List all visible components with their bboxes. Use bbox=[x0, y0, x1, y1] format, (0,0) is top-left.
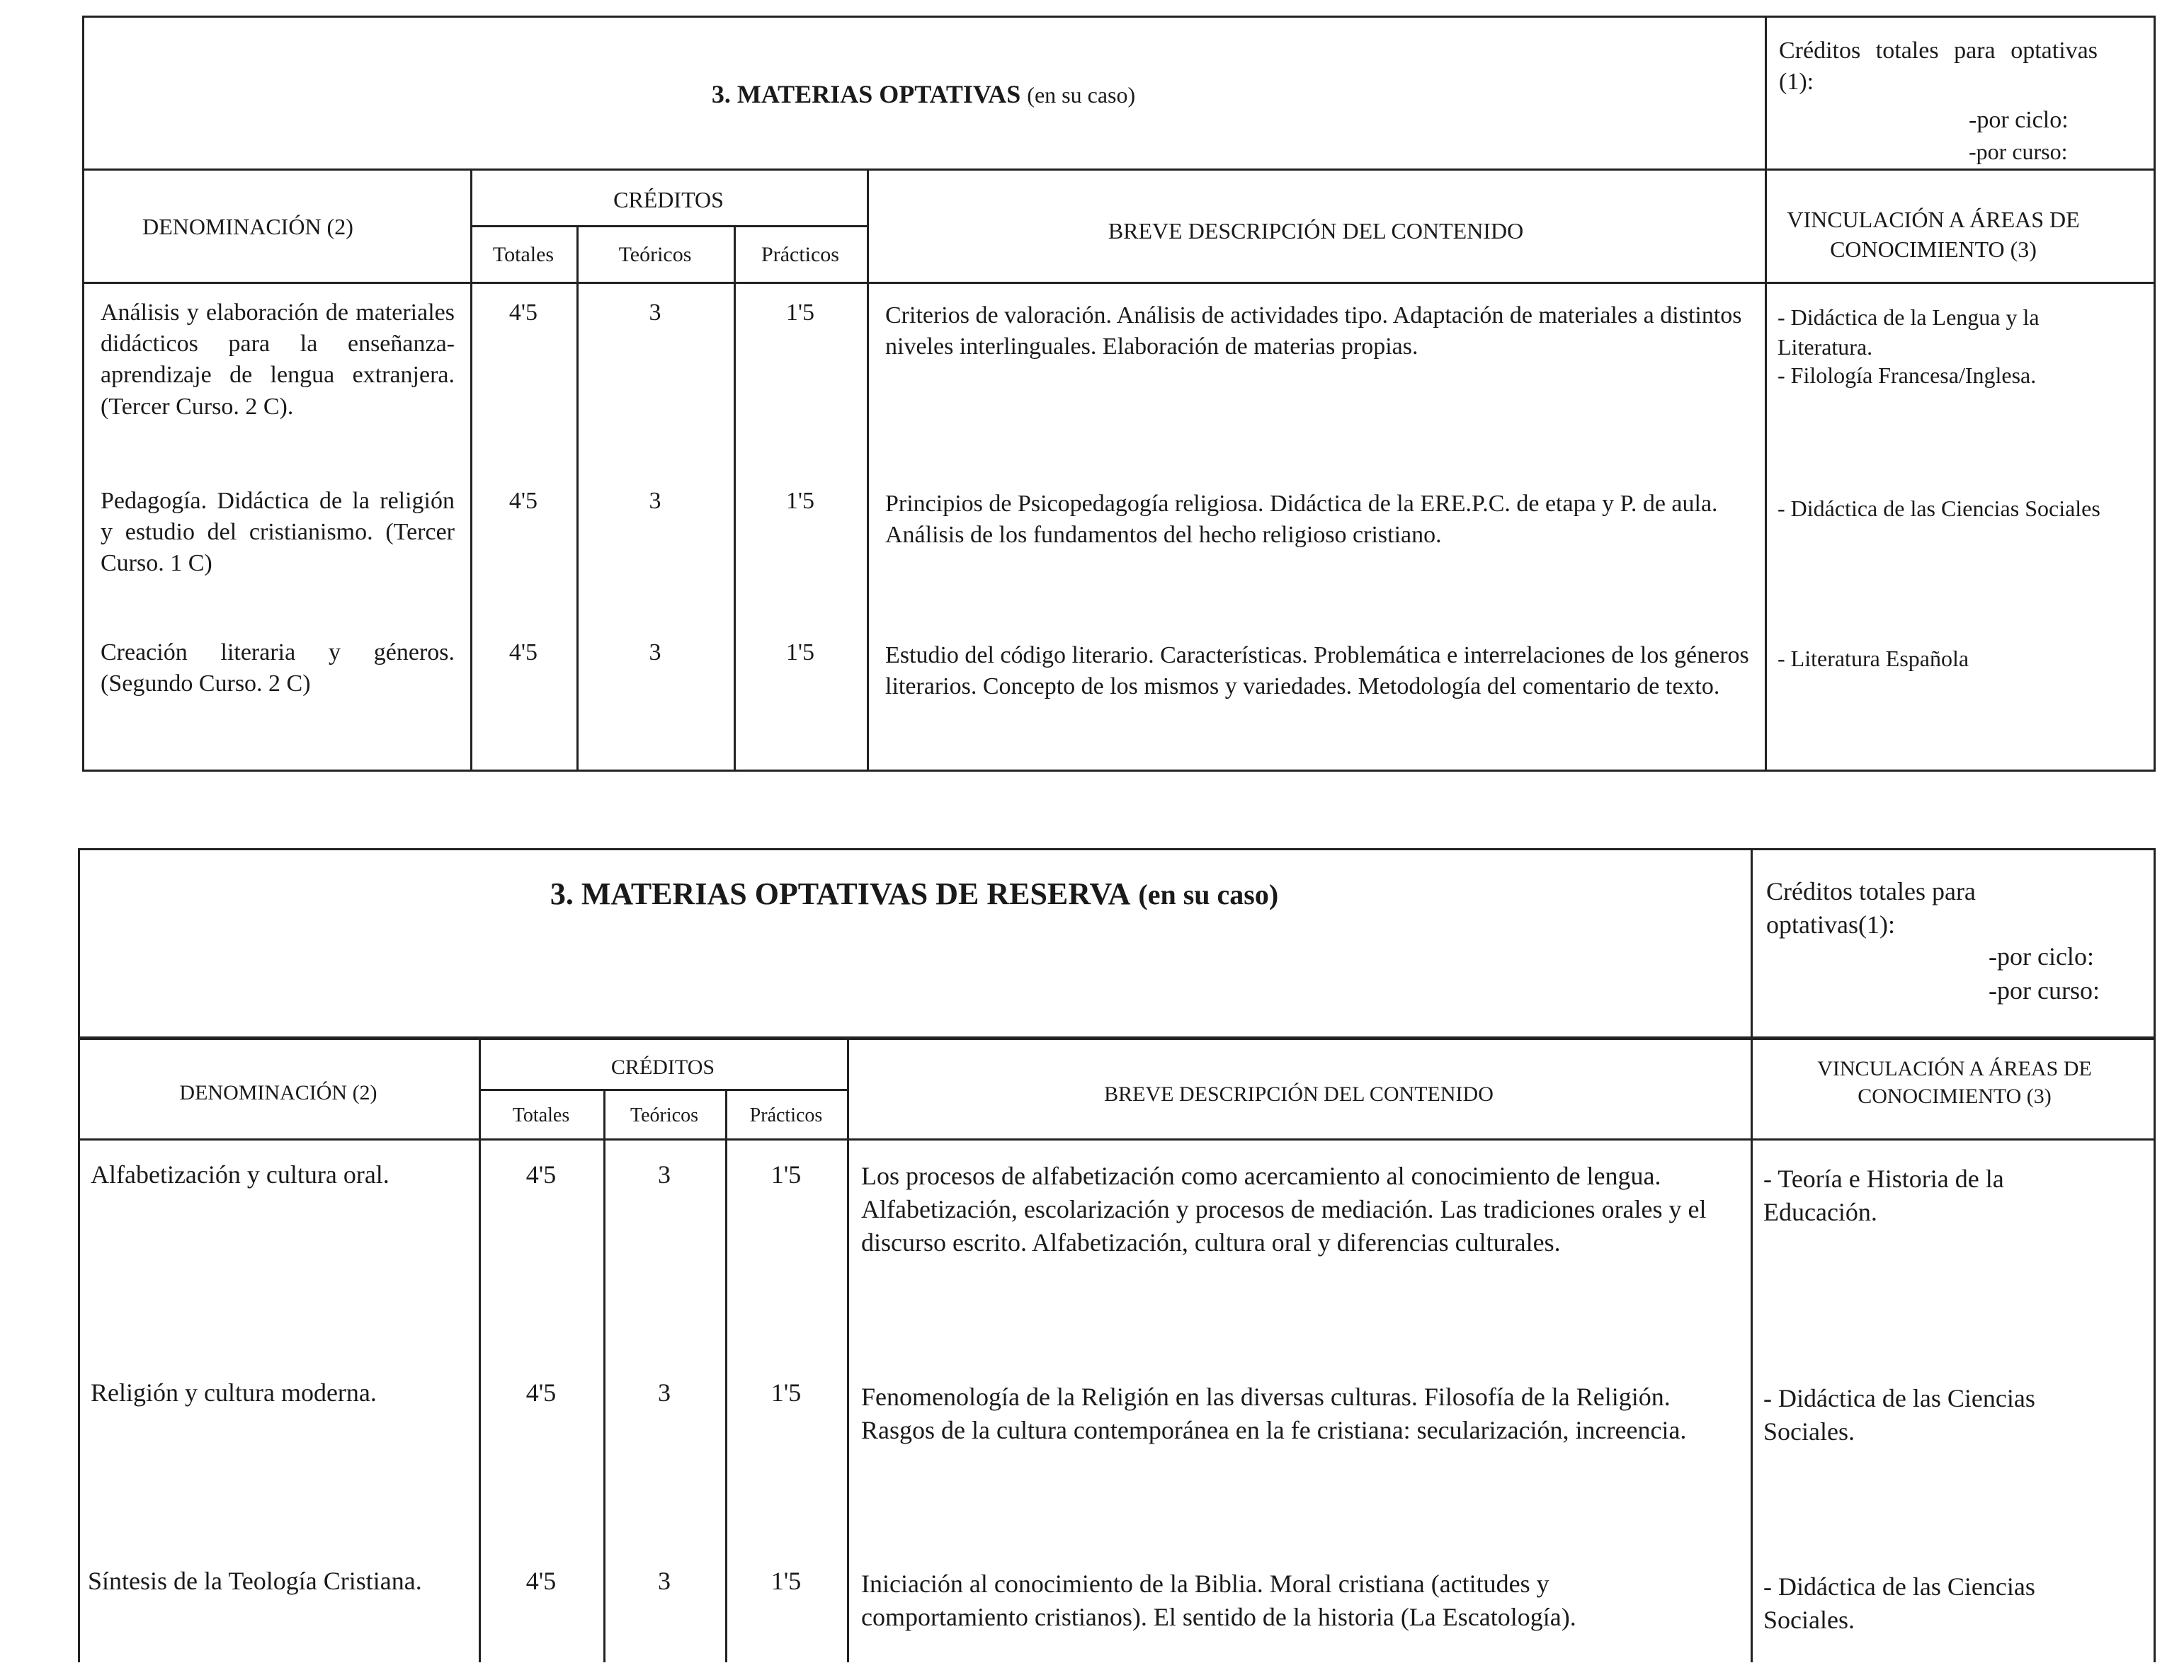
row-teoricos: 3 bbox=[658, 1567, 671, 1595]
row-totales: 4'5 bbox=[525, 1160, 557, 1189]
row-descripcion: Iniciación al conocimiento de la Biblia. Moral cristiana (actitudes y comportamiento cristianos). El sentido de la historia (La Escatología). bbox=[861, 1570, 1576, 1631]
header-vinculacion: VINCULACIÓN A ÁREAS DE CONOCIMIENTO (3) bbox=[1817, 1057, 2092, 1108]
divider bbox=[847, 1036, 849, 1662]
divider bbox=[1751, 848, 1753, 1662]
header-denominacion: DENOMINACIÓN (2) bbox=[179, 1081, 377, 1104]
header-vinculacion: VINCULACIÓN A ÁREAS DE CONOCIMIENTO (3) bbox=[1787, 207, 2080, 262]
row-totales: 4'5 bbox=[525, 1567, 557, 1595]
row-practicos: 1'5 bbox=[785, 488, 815, 514]
row-denominacion: Creación literaria y géneros. (Segundo Curso. 2 C) bbox=[101, 639, 455, 697]
divider bbox=[2154, 848, 2156, 1662]
row-area: - Didáctica de la Lengua y la Literatura. bbox=[1778, 304, 2040, 360]
row-area: - Teoría e Historia de la Educación. bbox=[1763, 1165, 2004, 1226]
divider bbox=[867, 168, 869, 772]
row-teoricos: 3 bbox=[658, 1378, 671, 1407]
row-denominacion: Religión y cultura moderna. bbox=[91, 1378, 377, 1407]
header-creditos: CRÉDITOS bbox=[610, 1056, 715, 1079]
divider bbox=[78, 848, 80, 1662]
credits-per-cycle: -por ciclo: bbox=[1989, 942, 2094, 971]
header-totales: Totales bbox=[512, 1104, 570, 1126]
credits-per-cycle: -por ciclo: bbox=[1969, 107, 2069, 133]
section-title bbox=[82, 78, 1765, 111]
row-practicos: 1'5 bbox=[785, 299, 815, 326]
divider bbox=[78, 1138, 2156, 1141]
section-title bbox=[78, 874, 1751, 914]
header-descripcion: BREVE DESCRIPCIÓN DEL CONTENIDO bbox=[1108, 218, 1524, 244]
divider bbox=[78, 1036, 2156, 1040]
divider bbox=[78, 848, 2156, 850]
row-denominacion: Pedagogía. Didáctica de la religión y estudio del cristianismo. (Tercer Curso. 1 C) bbox=[101, 488, 455, 577]
row-teoricos: 3 bbox=[649, 299, 661, 326]
credits-per-course: -por curso: bbox=[1989, 976, 2100, 1005]
row-totales: 4'5 bbox=[525, 1378, 557, 1407]
row-area: - Didáctica de las Ciencias Sociales. bbox=[1763, 1572, 2035, 1634]
row-totales: 4'5 bbox=[508, 488, 538, 514]
row-area: - Didáctica de las Ciencias Sociales bbox=[1778, 496, 2100, 521]
header-practicos: Prácticos bbox=[761, 243, 839, 266]
row-descripcion: Estudio del código literario. Características. Problemática e interrelaciones de los géneros literarios. Concepto de los mismos y variedades. Metodología del comentario de texto. bbox=[885, 642, 1749, 700]
row-descripcion: Principios de Psicopedagogía religiosa. Didáctica de la ERE.P.C. de etapa y P. de aula. Análisis de los fundamentos del hecho religioso cristiano. bbox=[885, 491, 1718, 549]
row-denominacion: Análisis y elaboración de materiales didácticos para la enseñanza-aprendizaje de lengua extranjera. (Tercer Curso. 2 C). bbox=[101, 299, 455, 420]
row-totales: 4'5 bbox=[508, 299, 538, 326]
header-practicos: Prácticos bbox=[749, 1104, 823, 1126]
credits-per-course: -por curso: bbox=[1969, 139, 2068, 164]
title-text: 3. MATERIAS OPTATIVAS DE RESERVA bbox=[550, 876, 1131, 911]
header-totales: Totales bbox=[492, 243, 554, 266]
header-descripcion: BREVE DESCRIPCIÓN DEL CONTENIDO bbox=[1104, 1082, 1494, 1106]
row-teoricos: 3 bbox=[658, 1160, 671, 1189]
divider bbox=[82, 282, 2156, 284]
divider bbox=[1765, 16, 1767, 772]
row-area: - Literatura Española bbox=[1778, 646, 1969, 671]
row-teoricos: 3 bbox=[649, 639, 661, 665]
title-suffix: (en su caso) bbox=[1027, 82, 1136, 108]
credits-total-label: Créditos totales para optativas (1): bbox=[1779, 38, 2098, 96]
row-totales: 4'5 bbox=[508, 639, 538, 665]
row-area: - Filología Francesa/Inglesa. bbox=[1778, 362, 2037, 388]
header-denominacion: DENOMINACIÓN (2) bbox=[142, 214, 353, 239]
row-practicos: 1'5 bbox=[770, 1567, 802, 1595]
divider bbox=[82, 168, 2156, 171]
header-teoricos: Teóricos bbox=[630, 1104, 698, 1126]
title-suffix: (en su caso) bbox=[1138, 879, 1279, 910]
row-area: - Didáctica de las Ciencias Sociales. bbox=[1763, 1384, 2035, 1446]
header-creditos: CRÉDITOS bbox=[613, 187, 724, 212]
row-denominacion: Síntesis de la Teología Cristiana. bbox=[88, 1567, 422, 1595]
divider bbox=[470, 225, 867, 227]
row-descripcion: Los procesos de alfabetización como acercamiento al conocimiento de lengua. Alfabetización, escolarización y procesos de mediación. Las tradiciones orales y el discurso escrito. Alfabetización, cultura oral y diferencias culturales. bbox=[861, 1162, 1707, 1257]
credits-total-label: Créditos totales para optativas(1): bbox=[1766, 877, 1976, 939]
row-descripcion: Criterios de valoración. Análisis de actividades tipo. Adaptación de materiales a distintos niveles interlinguales. Elaboración de materias propias. bbox=[885, 302, 1742, 360]
row-descripcion: Fenomenología de la Religión en las diversas culturas. Filosofía de la Religión. Rasgos de la cultura contemporánea en la fe cristiana: secularización, increencia. bbox=[861, 1383, 1687, 1444]
divider bbox=[479, 1089, 847, 1091]
row-practicos: 1'5 bbox=[785, 639, 815, 665]
title-text: 3. MATERIAS OPTATIVAS bbox=[711, 80, 1021, 108]
row-practicos: 1'5 bbox=[770, 1160, 802, 1189]
row-denominacion: Alfabetización y cultura oral. bbox=[91, 1160, 389, 1189]
header-teoricos: Teóricos bbox=[618, 243, 692, 266]
row-practicos: 1'5 bbox=[770, 1378, 802, 1407]
row-teoricos: 3 bbox=[649, 488, 661, 514]
